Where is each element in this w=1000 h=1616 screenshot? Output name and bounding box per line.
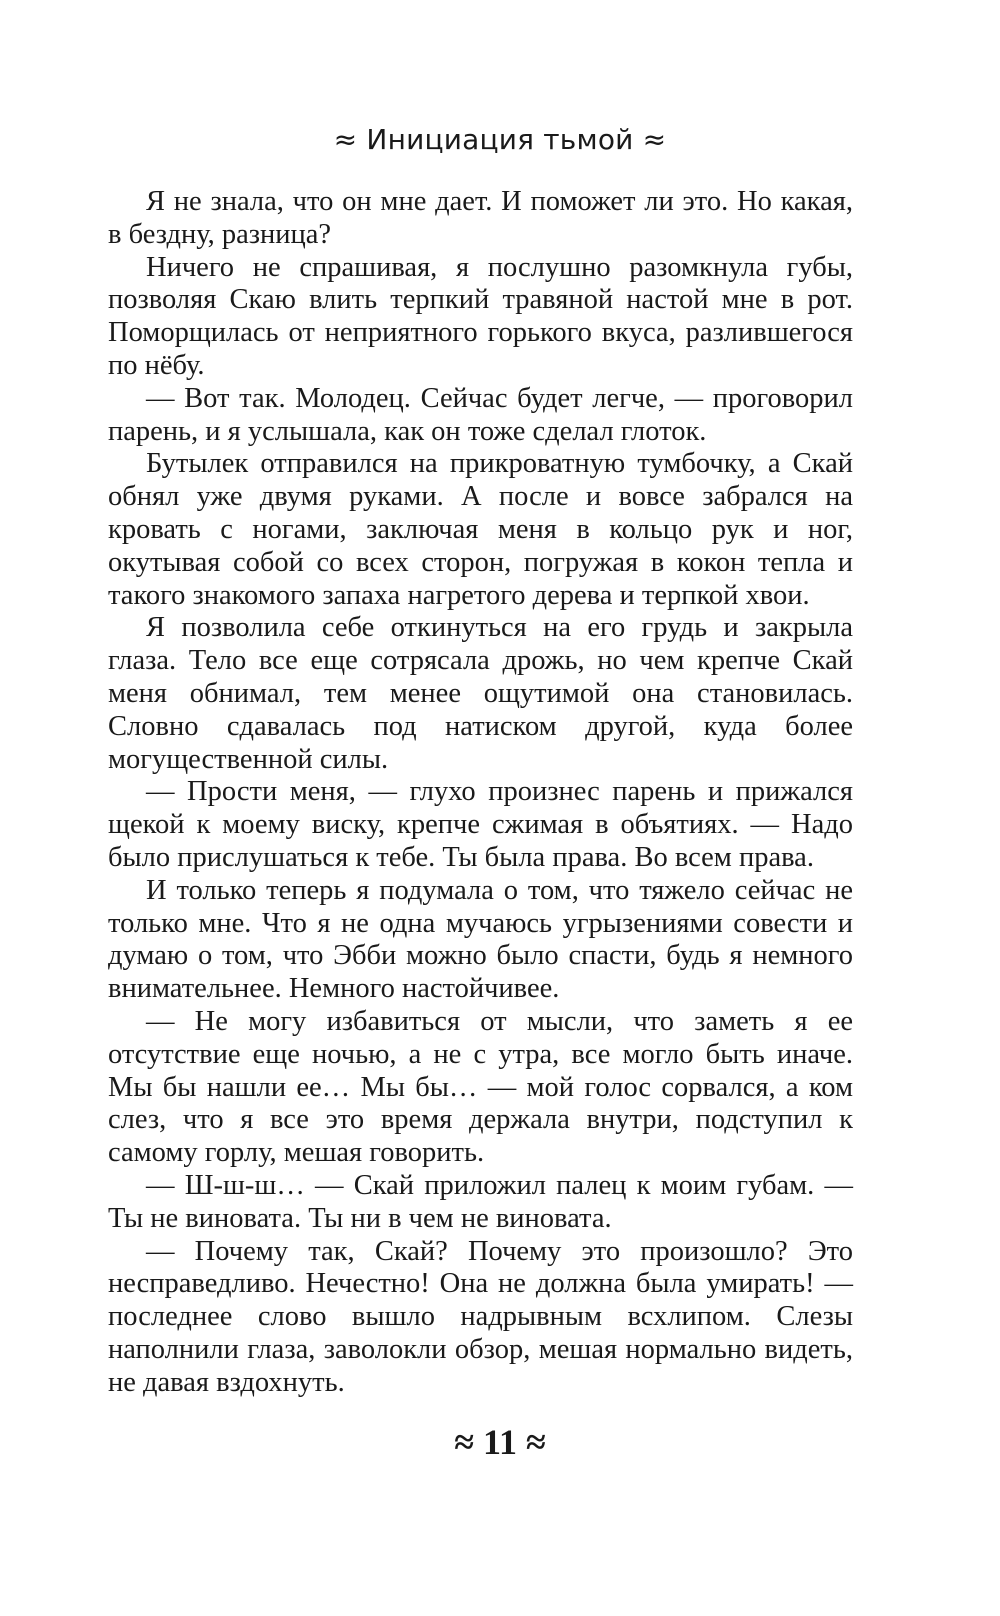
paragraph: Бутылек отправился на прикроватную тумбочку, а Скай обнял уже двумя руками. А после и вовсе забрался на кровать с ногами, заключая меня в кольцо рук и ног, окутывая собой со всех сторон, погружая в кокон тепла и такого знакомого запаха нагретого дерева и терпкой хвои.: [108, 448, 853, 611]
paragraph: — Вот так. Молодец. Сейчас будет легче, — проговорил парень, и я услышала, как он тоже сделал глоток.: [108, 382, 853, 447]
paragraph: Я позволила себе откинуться на его грудь и закрыла глаза. Тело все еще сотрясала дрожь, но чем крепче Скай меня обнимал, тем менее ощутимой она становилась. Словно сдавалась под натиском другой, куда более могущественной силы.: [108, 612, 853, 775]
paragraph: — Не могу избавиться от мысли, что заметь я ее отсутствие еще ночью, а не с утра, все могло быть иначе. Мы бы нашли ее… Мы бы… — мой голос сорвался, а ком слез, что я все это время держала внутри, подступил к самому горлу, мешая говорить.: [108, 1005, 853, 1169]
paragraph: И только теперь я подумала о том, что тяжело сейчас не только мне. Что я не одна мучаюсь угрызениями совести и думаю о том, что Эбби можно было спасти, будь я немного внимательнее. Немного настойчивее.: [108, 874, 853, 1005]
body-text: [108, 186, 853, 1399]
running-header: ≈ Инициация тьмой ≈: [333, 123, 667, 156]
paragraph: — Почему так, Скай? Почему это произошло? Это несправедливо. Нечестно! Она не должна была умирать! — последнее слово вышло надрывным всхлипом. Слезы наполнили глаза, заволокли обзор, мешая нормально видеть, не давая вздохнуть.: [108, 1235, 853, 1398]
page-number: ≈ 11 ≈: [454, 1422, 546, 1462]
paragraph: Ничего не спрашивая, я послушно разомкнула губы, позволяя Скаю влить терпкий травяной настой мне в рот. Поморщилась от неприятного горького вкуса, разлившегося по нёбу.: [108, 251, 853, 381]
paragraph: Я не знала, что он мне дает. И поможет ли это. Но какая, в бездну, разница?: [108, 186, 853, 250]
paragraph: — Ш-ш-ш… — Скай приложил палец к моим губам. — Ты не виновата. Ты ни в чем не виновата.: [108, 1169, 853, 1234]
paragraph: — Прости меня, — глухо произнес парень и прижался щекой к моему виску, крепче сжимая в объятиях. — Надо было прислушаться к тебе. Ты была права. Во всем права.: [108, 776, 853, 873]
